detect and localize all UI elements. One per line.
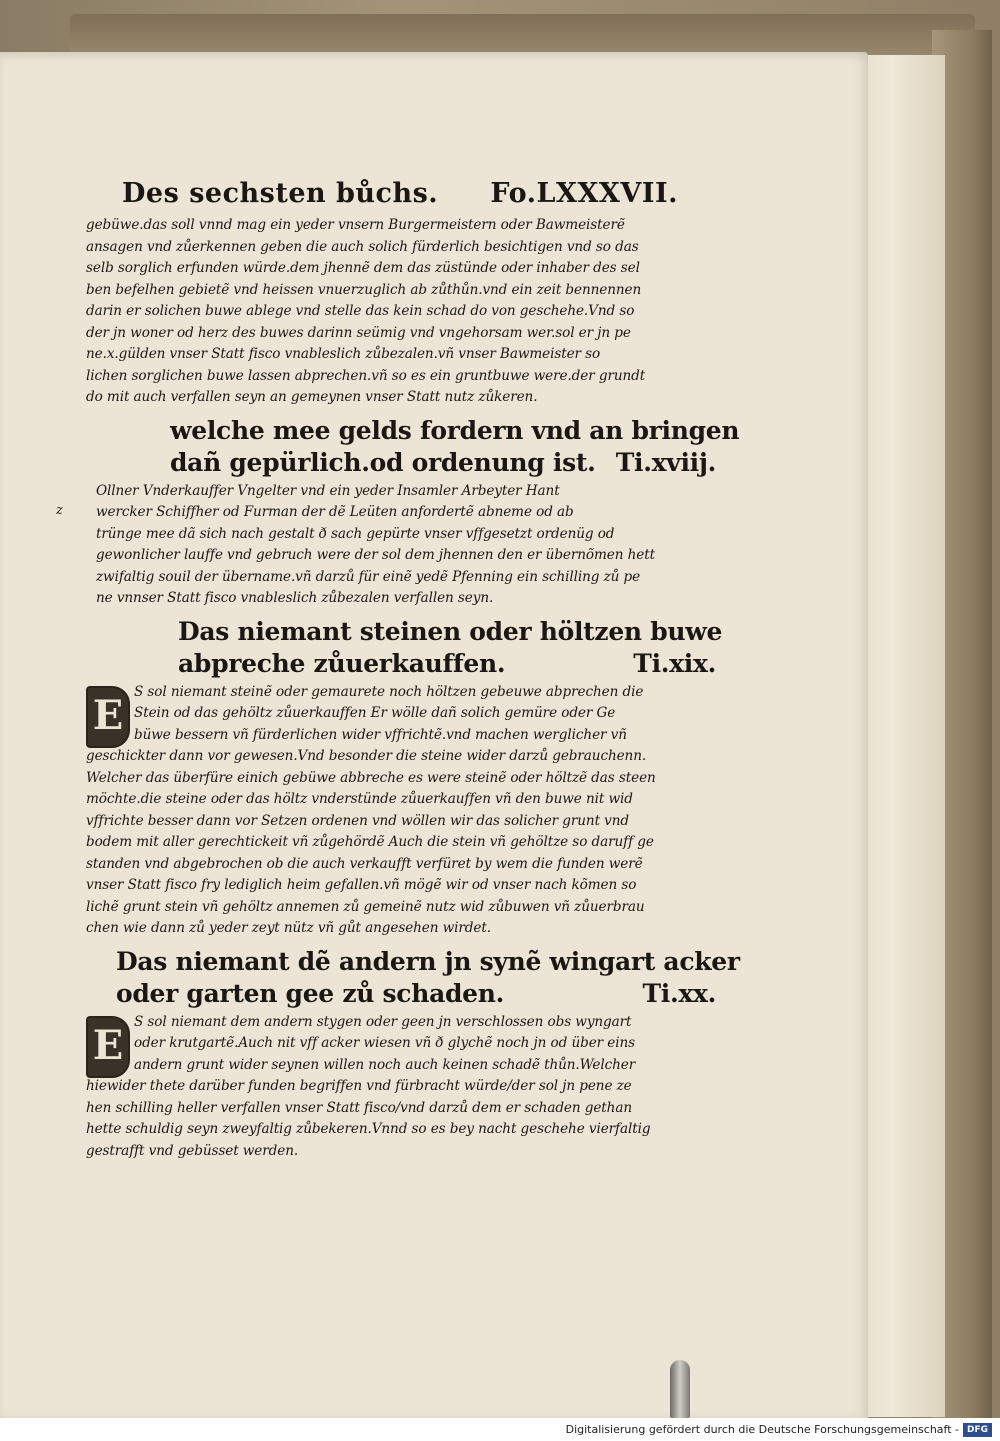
text-line: ne.x.gülden vnser Statt fisco vnableslich zůbezalen.vñ vnser Bawmeister so xyxy=(86,346,601,362)
title-number: Ti.xviij. xyxy=(615,447,716,477)
heading-line xyxy=(178,648,716,680)
paragraph-lines xyxy=(86,1012,716,1163)
decorated-initial: E xyxy=(86,686,130,748)
title-number: Ti.xx. xyxy=(642,978,716,1008)
paragraph-lines xyxy=(86,481,716,610)
heading-line xyxy=(170,415,740,447)
heading-text: welche mee gelds fordern vnd an bringen xyxy=(170,415,740,445)
heading-line xyxy=(116,946,740,978)
footer-credit: Digitalisierung gefördert durch die Deutsche Forschungsgemeinschaft - xyxy=(565,1423,959,1436)
text-line: zwifaltig souil der übername.vñ darzů für einẽ yedẽ Pfenning ein schilling zů pe xyxy=(96,568,641,585)
page-text xyxy=(56,178,740,1162)
section-heading-xx xyxy=(116,946,740,1010)
text-line: der jn woner od herz des buwes darinn seümig vnd vngehorsam wer.sol er jn pe xyxy=(86,324,631,341)
text-line: hiewider thete darüber funden begriffen vnd fürbracht würde/der sol jn pene ze xyxy=(86,1078,632,1094)
title-number: Ti.xix. xyxy=(633,648,716,678)
running-head xyxy=(86,178,716,215)
text-line: vnser Statt fisco fry lediglich heim gefallen.vñ mögẽ wir od vnser nach kõmen so xyxy=(86,877,637,893)
footer-bar xyxy=(0,1418,1000,1441)
running-head-title: Des sechsten bůchs. xyxy=(122,178,439,209)
text-line: chen wie dann zů yeder zeyt nütz vñ gůt angesehen wirdet. xyxy=(86,920,491,936)
paragraph-xviii xyxy=(56,481,716,610)
text-line: büwe bessern vñ fürderlichen wider vffrichtẽ.vnd machen werglicher vñ xyxy=(134,726,627,743)
text-line: hette schuldig seyn zweyfaltig zůbekeren.Vnnd so es bey nacht geschehe vierfaltig xyxy=(86,1121,651,1137)
text-line: standen vnd abgebrochen ob die auch verkaufft verfüret by wem die funden werẽ xyxy=(86,855,643,872)
text-line: gewonlicher lauffe vnd gebruch were der sol dem jhennen den er übernõmen hett xyxy=(96,547,655,563)
paragraph-xix xyxy=(86,682,716,940)
text-line: andern grunt wider seynen willen noch auch keinen schadẽ thůn.Welcher xyxy=(134,1056,636,1073)
heading-text: Das niemant steinen oder höltzen buwe xyxy=(178,616,723,646)
text-line: Welcher das überfüre einich gebüwe abbreche es were steinẽ oder höltzẽ das steen xyxy=(86,769,656,786)
text-line: do mit auch verfallen seyn an gemeynen vnser Statt nutz zůkeren. xyxy=(86,389,538,405)
text-line: möchte.die steine oder das höltz vnderstünde zůuerkauffen vñ den buwe nit wid xyxy=(86,791,633,807)
text-line: Ollner Vnderkauffer Vngelter vnd ein yeder Insamler Arbeyter Hant xyxy=(96,482,560,499)
paragraph-lines xyxy=(86,682,716,940)
decorated-initial: E xyxy=(86,1016,130,1078)
section-heading-xix xyxy=(178,616,723,680)
page-edges xyxy=(855,55,945,1417)
heading-text: dañ gepürlich.od ordenung ist. xyxy=(170,447,596,477)
paragraph-top xyxy=(86,215,716,409)
text-line: ne vnnser Statt fisco vnableslich zůbezalen verfallen seyn. xyxy=(96,590,494,606)
text-line: wercker Schiffher od Furman der dẽ Leüten anfordertẽ abneme od ab xyxy=(96,504,574,520)
paragraph-xx xyxy=(86,1012,716,1163)
text-line: trünge mee dã sich nach gestalt ð sach gepürte vnser vffgesetzt ordenüg od xyxy=(96,525,615,542)
heading-line xyxy=(170,447,716,479)
heading-text: oder garten gee zů schaden. xyxy=(116,978,505,1008)
text-line: gestrafft vnd gebüsset werden. xyxy=(86,1142,299,1159)
text-line: geschickter dann vor gewesen.Vnd besonder die steine wider darzů gebrauchenn. xyxy=(86,748,647,764)
dfg-logo: DFG xyxy=(963,1423,992,1437)
text-line: oder krutgartẽ.Auch nit vff acker wiesen vñ ð glychẽ noch jn od über eins xyxy=(134,1035,635,1051)
text-line: lichẽ grunt stein vñ gehöltz annemen zů gemeinẽ nutz wid zůbuwen vñ zůuerbrau xyxy=(86,898,645,915)
heading-line xyxy=(178,616,723,648)
text-line: vffrichte besser dann vor Setzen ordenen vnd wöllen wir das solicher grunt vnd xyxy=(86,812,629,829)
margin-note: z xyxy=(56,502,63,518)
text-line: darin er solichen buwe ablege vnd stelle das kein schad do von geschehe.Vnd so xyxy=(86,303,635,319)
text-line: ansagen vnd zůerkennen geben die auch solich fürderlich besichtigen vnd so das xyxy=(86,238,639,255)
text-line: Stein od das gehöltz zůuerkauffen Er wölle dañ solich gemüre oder Ge xyxy=(134,705,616,721)
text-line: bodem mit aller gerechtickeit vñ zůgehördẽ Auch die stein vñ gehöltze so daruff ge xyxy=(86,834,654,850)
text-line: hen schilling heller verfallen vnser Statt fisco/vnd darzů dem er schaden gethan xyxy=(86,1099,632,1116)
text-line: lichen sorglichen buwe lassen abprechen.vñ so es ein gruntbuwe were.der grundt xyxy=(86,367,646,384)
section-heading-xviii xyxy=(170,415,740,479)
heading-text: Das niemant dẽ andern jn synẽ wingart acker xyxy=(116,946,740,976)
text-line: gebüwe.das soll vnnd mag ein yeder vnsern Burgermeistern oder Bawmeisterẽ xyxy=(86,217,625,233)
text-line: S sol niemant steinẽ oder gemaurete noch höltzen gebeuwe abprechen die xyxy=(134,683,644,700)
text-line: ben befelhen gebietẽ vnd heissen vnuerzuglich ab zůthůn.vnd ein zeit bennennen xyxy=(86,281,642,298)
heading-text: abpreche zůuerkauffen. xyxy=(178,648,506,678)
folio-number: Fo.LXXXVII. xyxy=(490,178,678,209)
text-line: S sol niemant dem andern stygen oder geen jn verschlossen obs wyngart xyxy=(134,1013,632,1030)
text-line: selb sorglich erfunden würde.dem jhennẽ dem das züstünde oder inhaber des sel xyxy=(86,260,640,276)
heading-line xyxy=(116,978,716,1010)
page-clip xyxy=(670,1360,690,1418)
